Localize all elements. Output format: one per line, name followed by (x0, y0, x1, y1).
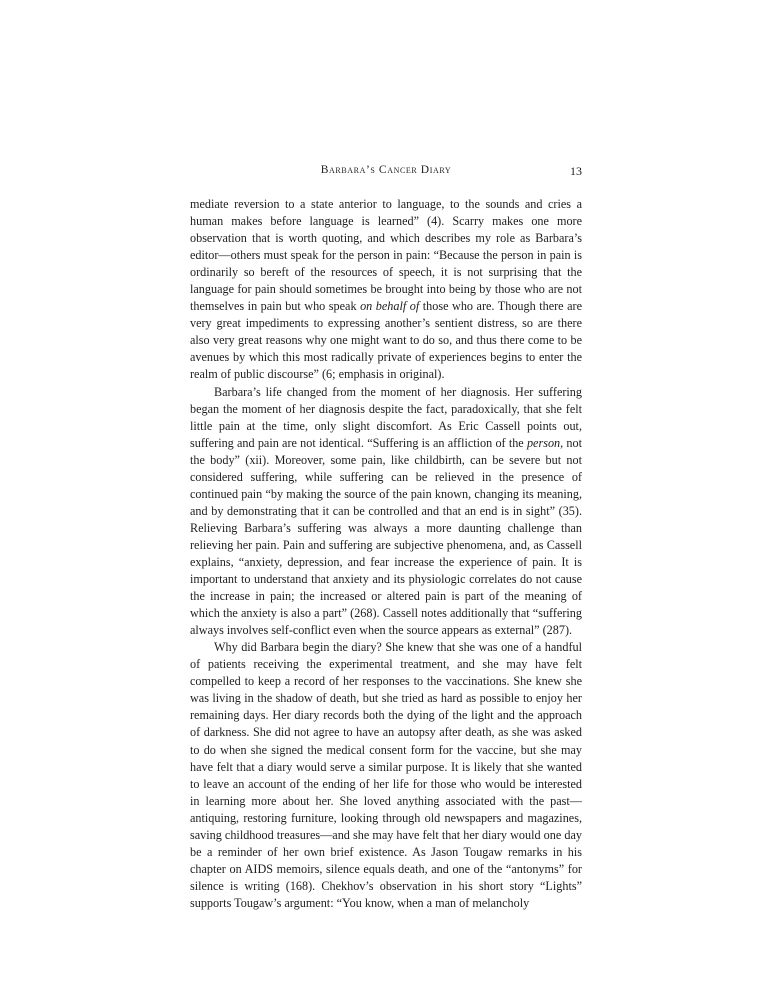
paragraph-3 (190, 639, 582, 912)
running-head (0, 164, 772, 184)
emphasis-text: on behalf of (360, 299, 420, 314)
emphasis-text: person (526, 435, 561, 450)
page-number: 13 (570, 164, 582, 178)
paragraph-2 (190, 384, 582, 640)
text-run: mediate reversion to a state anterior to language, to the sounds and cries a human makes before language is learned” (4). Scarry makes one more observation that is worth quoting, and which describes my role as Barbara’s editor—others must speak for the person in pain: “Because the person in pain is ordinarily so bereft of the resources of speech, it is not surprising that the language for pain should sometimes be brought into being by those who are not themselves in pain but who speak (190, 197, 582, 314)
text-run: Why did Barbara begin the diary? She knew that she was one of a handful of patients receiving the experimental treatment, and she may have felt compelled to keep a record of her responses to the vaccinations. She knew she was living in the shadow of death, but she tried as hard as possible to enjoy her remaining days. Her diary records both the dying of the light and the approach of darkness. She did not agree to have an autopsy after death, as she was asked to do when she signed the medical consent form for the vaccine, but she may have felt that a diary would serve a similar purpose. It is likely that she wanted to leave an account of the ending of her life for those who would be interested in learning more about her. She loved anything associated with the past—antiquing, restoring furniture, looking through old newspapers and magazines, saving childhood treasures—and she may have felt that her diary would one day be a reminder of her own brief existence. As Jason Tougaw remarks in his chapter on AIDS memoirs, silence equals death, and one of the “antonyms” for silence is writing (168). Chekhov’s observation in his short story “Lights” supports Tougaw’s argument: “You know, when a man of melancholy (190, 640, 582, 910)
text-run: , not the body” (xii). Moreover, some pain, like childbirth, can be severe but not considered suffering, while suffering can be relieved in the presence of continued pain “by making the source of the pain known, changing its meaning, and by demonstrating that it can be controlled and that an end is in sight” (35). Relieving Barbara’s suffering was always a more daunting challenge than relieving her pain. Pain and suffering are subjective phenomena, and, as Cassell explains, “anxiety, depression, and fear increase the experience of pain. It is important to understand that anxiety and its physiologic correlates do not cause the increase in pain; the increased or altered pain is part of the meaning of which the anxiety is also a part” (268). Cassell notes additionally that “suffering always involves self-conflict even when the source appears as external” (287). (190, 435, 582, 638)
body-text (190, 196, 582, 912)
text-run: those who are. Though there are very great impediments to expressing another’s sentient distress, so are there also very great reasons why one might want to do so, and thus there come to be avenues by which this most radically private of experiences begins to enter the realm of public discourse” (6; emphasis in original). (190, 299, 582, 382)
paragraph-1 (190, 196, 582, 384)
running-title: Barbara’s Cancer Diary (320, 164, 452, 176)
text-run: Barbara’s life changed from the moment of her diagnosis. Her suffering began the moment of her diagnosis despite the fact, paradoxically, that she felt little pain at the time, only slight discomfort. As Eric Cassell points out, suffering and pain are not identical. “Suffering is an affliction of the (190, 384, 582, 450)
